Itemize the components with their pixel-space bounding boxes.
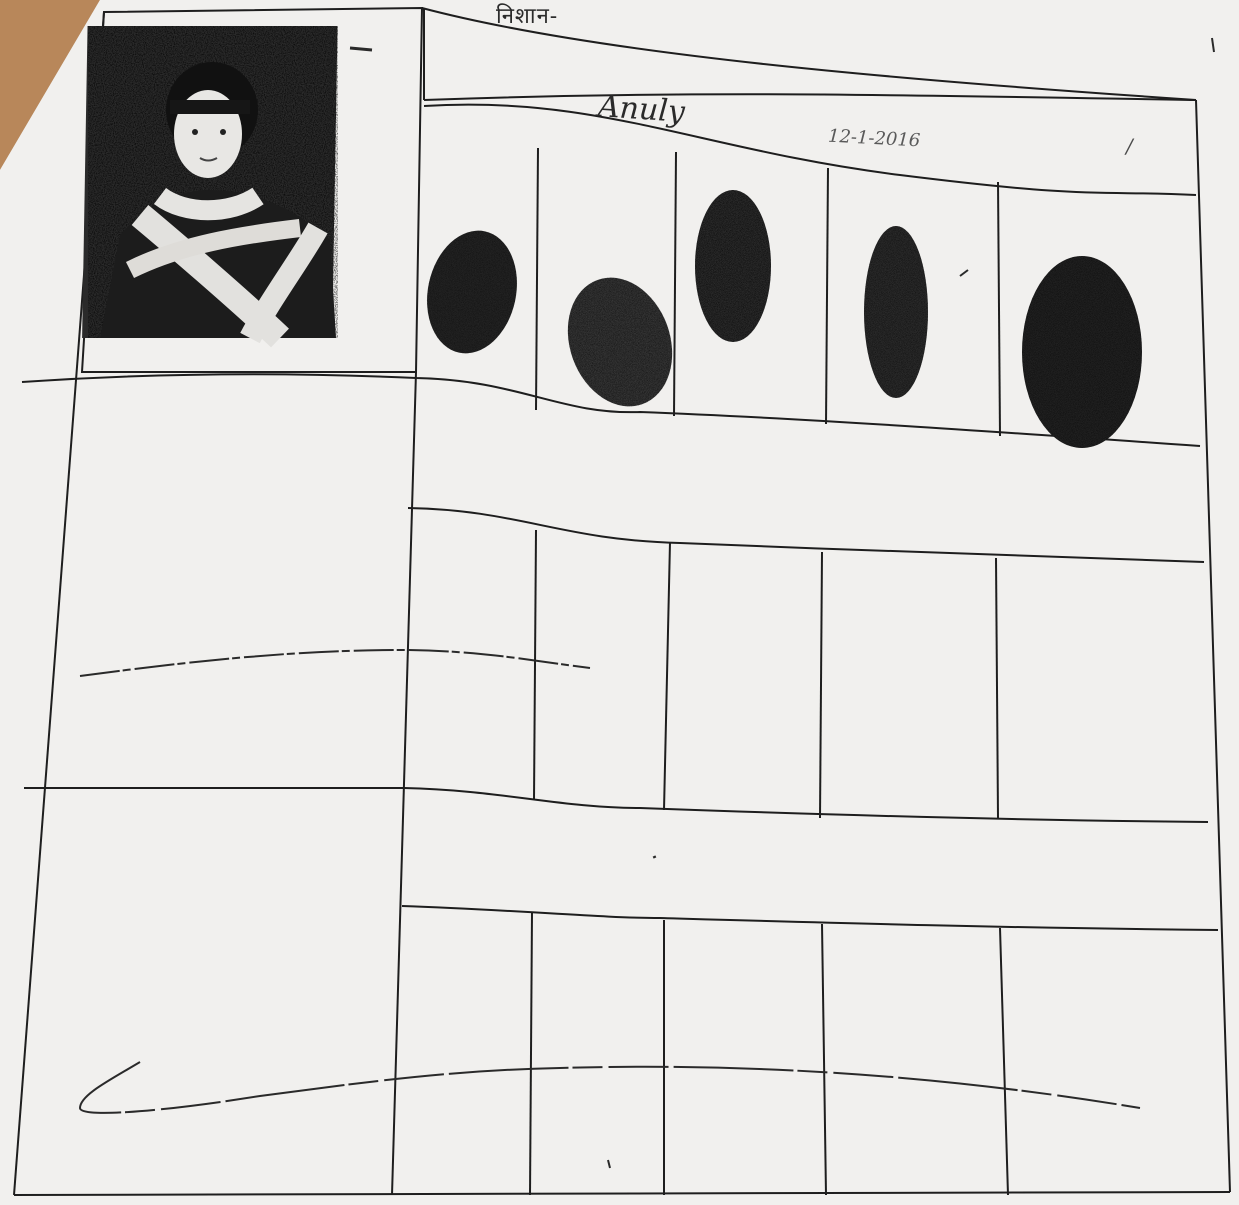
date-handwritten: 12-1-2016 — [827, 125, 921, 152]
signature-handwritten: Anuly — [596, 89, 686, 130]
passport-photo — [82, 26, 338, 338]
form-header-label: निशान- — [496, 4, 559, 29]
handwritten-mark: / — [1126, 134, 1133, 158]
